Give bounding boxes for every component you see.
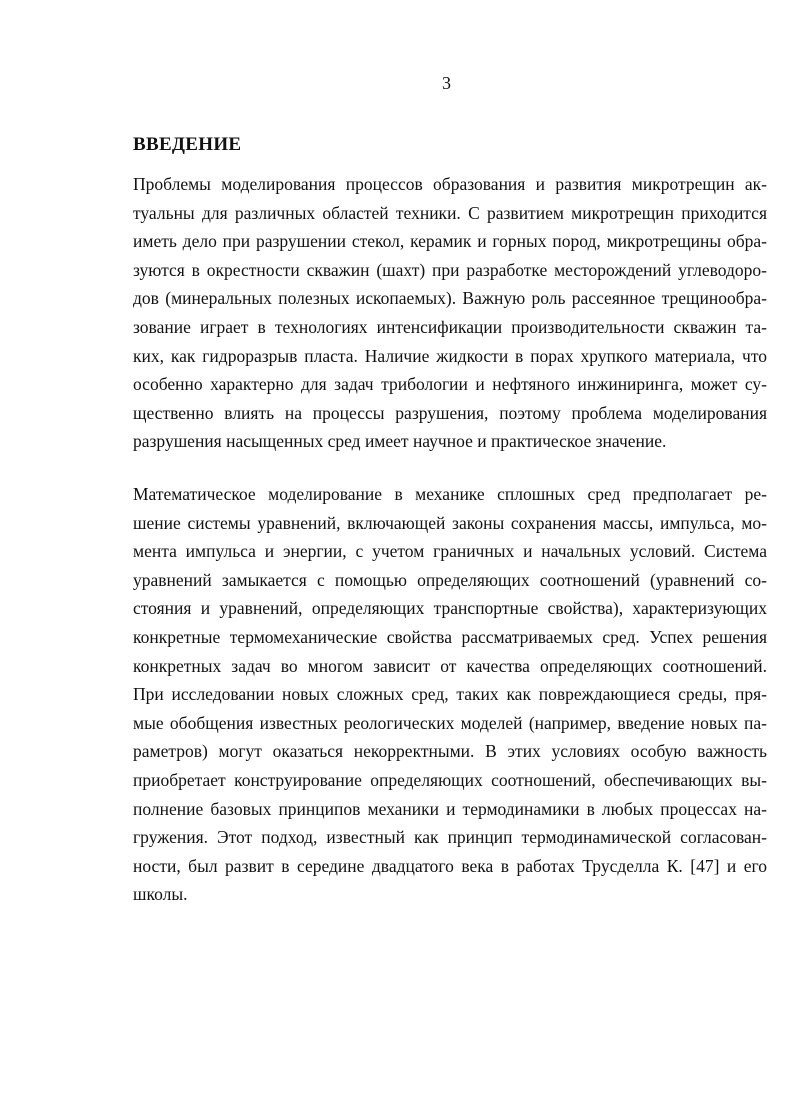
paragraph-line: конкретных задач во многом зависит от качества определяющих соотношений. [133,655,767,676]
paragraph-2 [133,480,767,909]
paragraph-line: дов (минеральных полезных ископаемых). Важную роль рассеянное трещинообра- [133,288,767,309]
paragraph-line: иметь дело при разрушении стекол, керамик и горных пород, микротрещины обра- [133,231,767,252]
paragraph-line: мента импульса и энергии, с учетом граничных и начальных условий. Система [133,541,767,562]
paragraph-line: туальны для различных областей техники. С развитием микротрещин приходится [133,202,767,223]
paragraph-line: школы. [133,884,188,905]
paragraph-line: приобретает конструирование определяющих соотношений, обеспечивающих вы- [133,769,767,790]
paragraph-1 [133,170,767,456]
paragraph-line: стояния и уравнений, определяющих транспортные свойства), характеризующих [133,598,767,619]
section-heading: ВВЕДЕНИЕ [133,134,242,155]
paragraph-line: особенно характерно для задач трибологии и нефтяного инжиниринга, может су- [133,374,767,395]
paragraph-line: Математическое моделирование в механике сплошных сред предполагает ре- [133,484,767,504]
paragraph-line: щественно влиять на процессы разрушения, поэтому проблема моделирования [133,402,767,423]
paragraph-line: шение системы уравнений, включающей законы сохранения массы, импульса, мо- [133,512,767,533]
paragraph-line: раметров) могут оказаться некорректными. В этих условиях особую важность [133,741,767,762]
paragraph-line: зование играет в технологиях интенсификации производительности скважин та- [133,316,767,337]
paragraph-line: Проблемы моделирования процессов образования и развития микротрещин ак- [133,174,767,194]
paragraph-line: зуются в окрестности скважин (шахт) при разработке месторождений углеводоро- [133,259,767,280]
paragraph-line: гружения. Этот подход, известный как принцип термодинамической согласован- [133,827,767,848]
paragraph-line: разрушения насыщенных сред имеет научное и практическое значение. [133,431,667,452]
paragraph-line: При исследовании новых сложных сред, таких как повреждающиеся среды, пря- [133,684,767,705]
paragraph-line: конкретные термомеханические свойства рассматриваемых сред. Успех решения [133,626,767,647]
page-number: 3 [442,73,451,93]
paragraph-line: мые обобщения известных реологических моделей (например, введение новых па- [133,712,767,733]
paragraph-line: ких, как гидроразрыв пласта. Наличие жидкости в порах хрупкого материала, что [133,345,767,366]
paragraph-line: ности, был развит в середине двадцатого века в работах Трусделла К. [47] и его [133,855,767,876]
paragraph-line: уравнений замыкается с помощью определяющих соотношений (уравнений со- [133,569,767,590]
paragraph-line: полнение базовых принципов механики и термодинамики в любых процессах на- [133,798,767,819]
